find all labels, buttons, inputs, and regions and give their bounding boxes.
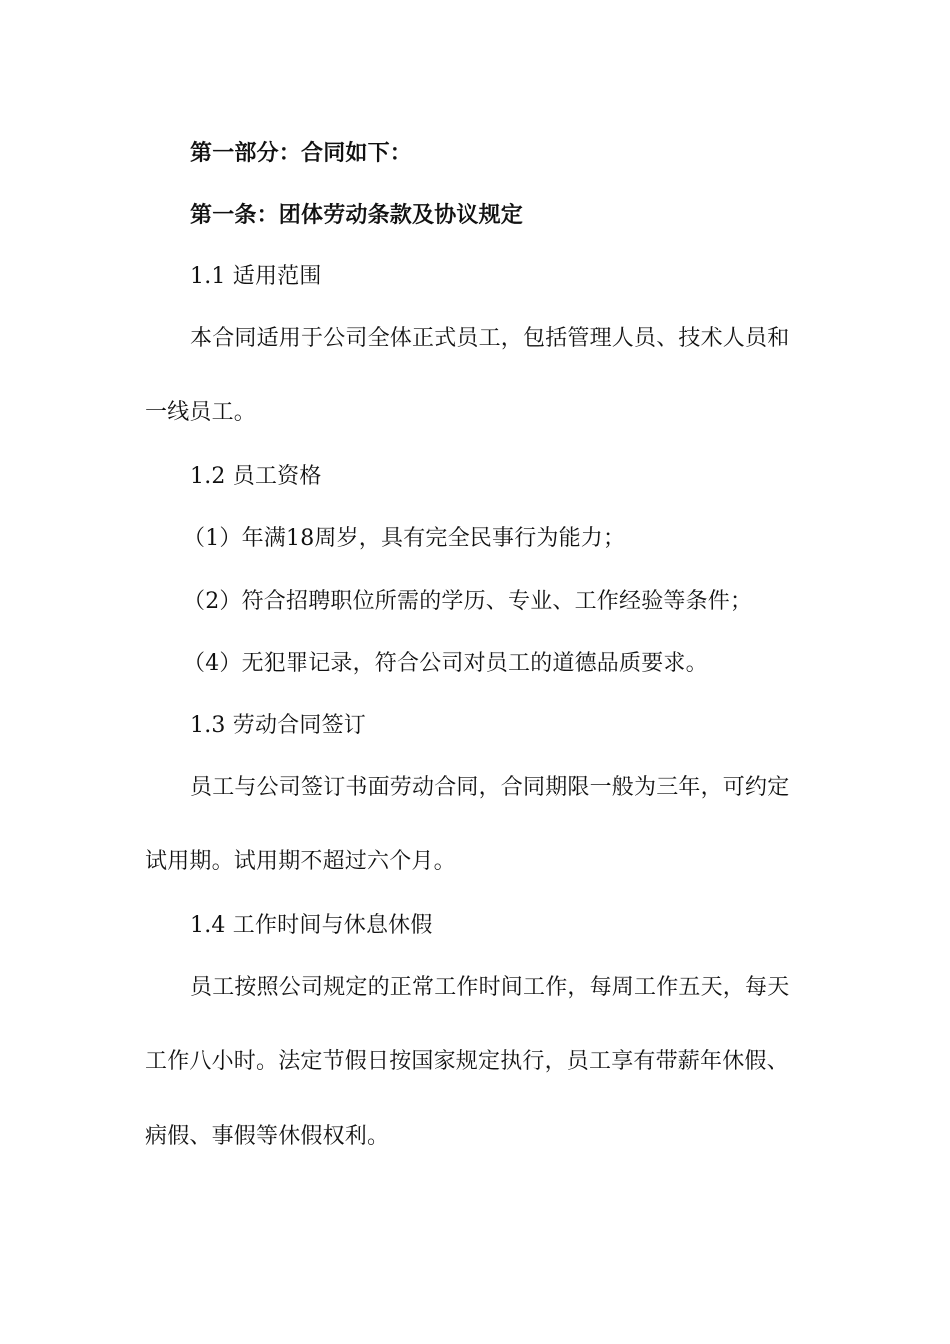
section-1-4-line-2: 工作八小时。法定节假日按国家规定执行，员工享有带薪年休假、 — [145, 1049, 789, 1074]
section-1-1-line-1: 本合同适用于公司全体正式员工，包括管理人员、技术人员和 — [190, 326, 790, 351]
section-1-3-line-2: 试用期。试用期不超过六个月。 — [145, 849, 456, 874]
section-1-3-heading: 1.3 劳动合同签订 — [190, 713, 366, 738]
section-1-2-heading: 1.2 员工资格 — [190, 464, 322, 489]
section-1-1-heading: 1.1 适用范围 — [190, 264, 322, 289]
article-heading: 第一条：团体劳动条款及协议规定 — [190, 202, 524, 228]
section-1-2-item-4: （4）无犯罪记录，符合公司对员工的道德品质要求。 — [183, 651, 708, 676]
section-1-4-heading: 1.4 工作时间与休息休假 — [190, 913, 433, 938]
section-1-1-line-2: 一线员工。 — [145, 400, 257, 425]
part-heading: 第一部分：合同如下： — [190, 140, 413, 166]
section-1-4-line-1: 员工按照公司规定的正常工作时间工作，每周工作五天，每天 — [190, 975, 790, 1000]
section-1-4-line-3: 病假、事假等休假权利。 — [145, 1124, 390, 1149]
section-1-3-line-1: 员工与公司签订书面劳动合同，合同期限一般为三年，可约定 — [190, 775, 790, 800]
section-1-2-item-2: （2）符合招聘职位所需的学历、专业、工作经验等条件； — [183, 589, 753, 614]
section-1-2-item-1: （1）年满18周岁，具有完全民事行为能力； — [183, 526, 626, 551]
